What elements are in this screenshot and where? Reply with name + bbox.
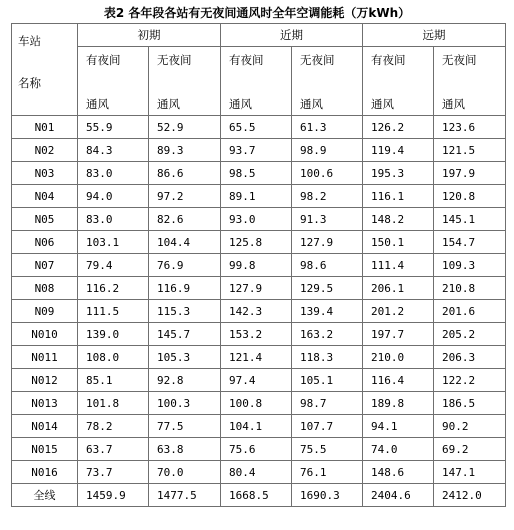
energy-value-cell: 82.6 bbox=[149, 208, 221, 231]
energy-value-cell: 76.1 bbox=[292, 461, 363, 484]
energy-value-cell: 121.5 bbox=[434, 139, 506, 162]
energy-value-cell: 63.7 bbox=[78, 438, 149, 461]
energy-value-cell: 100.8 bbox=[221, 392, 292, 415]
energy-value-cell: 139.0 bbox=[78, 323, 149, 346]
energy-value-cell: 111.4 bbox=[363, 254, 434, 277]
table-row bbox=[12, 484, 506, 507]
energy-value-cell: 97.4 bbox=[221, 369, 292, 392]
energy-value-cell: 126.2 bbox=[363, 116, 434, 139]
energy-value-cell: 186.5 bbox=[434, 392, 506, 415]
energy-value-cell: 83.0 bbox=[78, 208, 149, 231]
energy-value-cell: 1477.5 bbox=[149, 484, 221, 507]
energy-value-cell: 139.4 bbox=[292, 300, 363, 323]
header-row-sub bbox=[12, 47, 506, 116]
table-row bbox=[12, 185, 506, 208]
sub-header-line1: 有夜间 bbox=[229, 53, 264, 67]
energy-value-cell: 145.1 bbox=[434, 208, 506, 231]
table-title: 表2 各年段各站有无夜间通风时全年空调能耗（万kWh） bbox=[103, 6, 411, 20]
energy-value-cell: 69.2 bbox=[434, 438, 506, 461]
station-name-cell: N03 bbox=[12, 162, 78, 185]
sub-header-with bbox=[221, 47, 292, 116]
energy-value-cell: 92.8 bbox=[149, 369, 221, 392]
energy-value-cell: 97.2 bbox=[149, 185, 221, 208]
table-row bbox=[12, 300, 506, 323]
energy-value-cell: 116.2 bbox=[78, 277, 149, 300]
energy-value-cell: 118.3 bbox=[292, 346, 363, 369]
energy-value-cell: 205.2 bbox=[434, 323, 506, 346]
table-row bbox=[12, 162, 506, 185]
energy-value-cell: 86.6 bbox=[149, 162, 221, 185]
station-name-cell: N04 bbox=[12, 185, 78, 208]
energy-value-cell: 123.6 bbox=[434, 116, 506, 139]
energy-value-cell: 101.8 bbox=[78, 392, 149, 415]
energy-value-cell: 61.3 bbox=[292, 116, 363, 139]
station-name-cell: N016 bbox=[12, 461, 78, 484]
energy-value-cell: 201.6 bbox=[434, 300, 506, 323]
energy-value-cell: 116.9 bbox=[149, 277, 221, 300]
energy-value-cell: 93.0 bbox=[221, 208, 292, 231]
energy-value-cell: 109.3 bbox=[434, 254, 506, 277]
energy-value-cell: 78.2 bbox=[78, 415, 149, 438]
energy-value-cell: 148.2 bbox=[363, 208, 434, 231]
energy-value-cell: 89.3 bbox=[149, 139, 221, 162]
energy-value-cell: 94.1 bbox=[363, 415, 434, 438]
sub-header-without bbox=[292, 47, 363, 116]
energy-value-cell: 1690.3 bbox=[292, 484, 363, 507]
table-row bbox=[12, 438, 506, 461]
station-column-header bbox=[12, 24, 78, 116]
table-row bbox=[12, 392, 506, 415]
sub-header-without bbox=[434, 47, 506, 116]
energy-value-cell: 1459.9 bbox=[78, 484, 149, 507]
energy-value-cell: 63.8 bbox=[149, 438, 221, 461]
energy-value-cell: 99.8 bbox=[221, 254, 292, 277]
energy-value-cell: 94.0 bbox=[78, 185, 149, 208]
table-row bbox=[12, 277, 506, 300]
station-header-line1: 车站 bbox=[18, 34, 41, 48]
energy-value-cell: 100.6 bbox=[292, 162, 363, 185]
energy-value-cell: 89.1 bbox=[221, 185, 292, 208]
sub-header-line2: 通风 bbox=[86, 97, 109, 111]
station-name-cell: N02 bbox=[12, 139, 78, 162]
energy-value-cell: 105.1 bbox=[292, 369, 363, 392]
table-row bbox=[12, 346, 506, 369]
energy-value-cell: 91.3 bbox=[292, 208, 363, 231]
energy-value-cell: 100.3 bbox=[149, 392, 221, 415]
table-row bbox=[12, 208, 506, 231]
energy-value-cell: 147.1 bbox=[434, 461, 506, 484]
energy-value-cell: 210.8 bbox=[434, 277, 506, 300]
energy-value-cell: 129.5 bbox=[292, 277, 363, 300]
energy-value-cell: 154.7 bbox=[434, 231, 506, 254]
sub-header-line2: 通风 bbox=[229, 97, 252, 111]
energy-value-cell: 206.1 bbox=[363, 277, 434, 300]
station-name-cell: N07 bbox=[12, 254, 78, 277]
energy-value-cell: 79.4 bbox=[78, 254, 149, 277]
energy-value-cell: 90.2 bbox=[434, 415, 506, 438]
table-row bbox=[12, 323, 506, 346]
energy-value-cell: 163.2 bbox=[292, 323, 363, 346]
station-name-cell: N015 bbox=[12, 438, 78, 461]
energy-value-cell: 85.1 bbox=[78, 369, 149, 392]
energy-value-cell: 189.8 bbox=[363, 392, 434, 415]
energy-value-cell: 98.2 bbox=[292, 185, 363, 208]
energy-value-cell: 70.0 bbox=[149, 461, 221, 484]
period-header-far: 远期 bbox=[363, 24, 506, 47]
energy-value-cell: 108.0 bbox=[78, 346, 149, 369]
sub-header-line1: 无夜间 bbox=[442, 53, 477, 67]
table-row bbox=[12, 116, 506, 139]
sub-header-with bbox=[363, 47, 434, 116]
station-name-cell: N012 bbox=[12, 369, 78, 392]
energy-value-cell: 2404.6 bbox=[363, 484, 434, 507]
energy-value-cell: 104.4 bbox=[149, 231, 221, 254]
energy-value-cell: 150.1 bbox=[363, 231, 434, 254]
sub-header-line2: 通风 bbox=[371, 97, 394, 111]
energy-value-cell: 127.9 bbox=[221, 277, 292, 300]
energy-value-cell: 153.2 bbox=[221, 323, 292, 346]
energy-value-cell: 1668.5 bbox=[221, 484, 292, 507]
table-row bbox=[12, 254, 506, 277]
energy-value-cell: 142.3 bbox=[221, 300, 292, 323]
energy-value-cell: 83.0 bbox=[78, 162, 149, 185]
energy-value-cell: 76.9 bbox=[149, 254, 221, 277]
station-name-cell: N09 bbox=[12, 300, 78, 323]
energy-value-cell: 74.0 bbox=[363, 438, 434, 461]
energy-value-cell: 104.1 bbox=[221, 415, 292, 438]
sub-header-line1: 有夜间 bbox=[86, 53, 121, 67]
table-row bbox=[12, 415, 506, 438]
energy-value-cell: 73.7 bbox=[78, 461, 149, 484]
energy-value-cell: 105.3 bbox=[149, 346, 221, 369]
sub-header-line2: 通风 bbox=[157, 97, 180, 111]
station-name-cell: N08 bbox=[12, 277, 78, 300]
sub-header-without bbox=[149, 47, 221, 116]
energy-value-cell: 75.5 bbox=[292, 438, 363, 461]
energy-value-cell: 84.3 bbox=[78, 139, 149, 162]
energy-value-cell: 120.8 bbox=[434, 185, 506, 208]
energy-value-cell: 210.0 bbox=[363, 346, 434, 369]
energy-value-cell: 127.9 bbox=[292, 231, 363, 254]
station-name-cell: N05 bbox=[12, 208, 78, 231]
energy-value-cell: 116.4 bbox=[363, 369, 434, 392]
energy-value-cell: 197.7 bbox=[363, 323, 434, 346]
station-header-line2: 名称 bbox=[18, 76, 41, 90]
energy-value-cell: 65.5 bbox=[221, 116, 292, 139]
energy-value-cell: 121.4 bbox=[221, 346, 292, 369]
station-name-cell: N06 bbox=[12, 231, 78, 254]
sub-header-line1: 无夜间 bbox=[300, 53, 335, 67]
sub-header-line2: 通风 bbox=[442, 97, 465, 111]
station-name-cell: N014 bbox=[12, 415, 78, 438]
energy-value-cell: 2412.0 bbox=[434, 484, 506, 507]
energy-value-cell: 148.6 bbox=[363, 461, 434, 484]
energy-value-cell: 52.9 bbox=[149, 116, 221, 139]
station-name-cell: 全线 bbox=[12, 484, 78, 507]
station-name-cell: N013 bbox=[12, 392, 78, 415]
energy-value-cell: 116.1 bbox=[363, 185, 434, 208]
energy-value-cell: 201.2 bbox=[363, 300, 434, 323]
table-row bbox=[12, 461, 506, 484]
sub-header-line1: 有夜间 bbox=[371, 53, 406, 67]
energy-value-cell: 98.5 bbox=[221, 162, 292, 185]
energy-value-cell: 75.6 bbox=[221, 438, 292, 461]
sub-header-line2: 通风 bbox=[300, 97, 323, 111]
sub-header-with bbox=[78, 47, 149, 116]
period-header-near: 近期 bbox=[221, 24, 363, 47]
energy-value-cell: 98.9 bbox=[292, 139, 363, 162]
sub-header-line1: 无夜间 bbox=[157, 53, 192, 67]
energy-value-cell: 111.5 bbox=[78, 300, 149, 323]
period-header-early: 初期 bbox=[78, 24, 221, 47]
energy-value-cell: 103.1 bbox=[78, 231, 149, 254]
energy-value-cell: 195.3 bbox=[363, 162, 434, 185]
energy-table bbox=[11, 23, 506, 507]
energy-value-cell: 122.2 bbox=[434, 369, 506, 392]
energy-value-cell: 197.9 bbox=[434, 162, 506, 185]
energy-value-cell: 125.8 bbox=[221, 231, 292, 254]
station-name-cell: N010 bbox=[12, 323, 78, 346]
header-row-periods bbox=[12, 24, 506, 47]
energy-value-cell: 80.4 bbox=[221, 461, 292, 484]
energy-value-cell: 107.7 bbox=[292, 415, 363, 438]
energy-value-cell: 98.7 bbox=[292, 392, 363, 415]
energy-value-cell: 145.7 bbox=[149, 323, 221, 346]
table-row bbox=[12, 139, 506, 162]
station-name-cell: N01 bbox=[12, 116, 78, 139]
table-row bbox=[12, 231, 506, 254]
table-row bbox=[12, 369, 506, 392]
energy-value-cell: 55.9 bbox=[78, 116, 149, 139]
energy-value-cell: 77.5 bbox=[149, 415, 221, 438]
energy-value-cell: 206.3 bbox=[434, 346, 506, 369]
station-name-cell: N011 bbox=[12, 346, 78, 369]
energy-value-cell: 119.4 bbox=[363, 139, 434, 162]
energy-value-cell: 98.6 bbox=[292, 254, 363, 277]
energy-value-cell: 115.3 bbox=[149, 300, 221, 323]
energy-value-cell: 93.7 bbox=[221, 139, 292, 162]
